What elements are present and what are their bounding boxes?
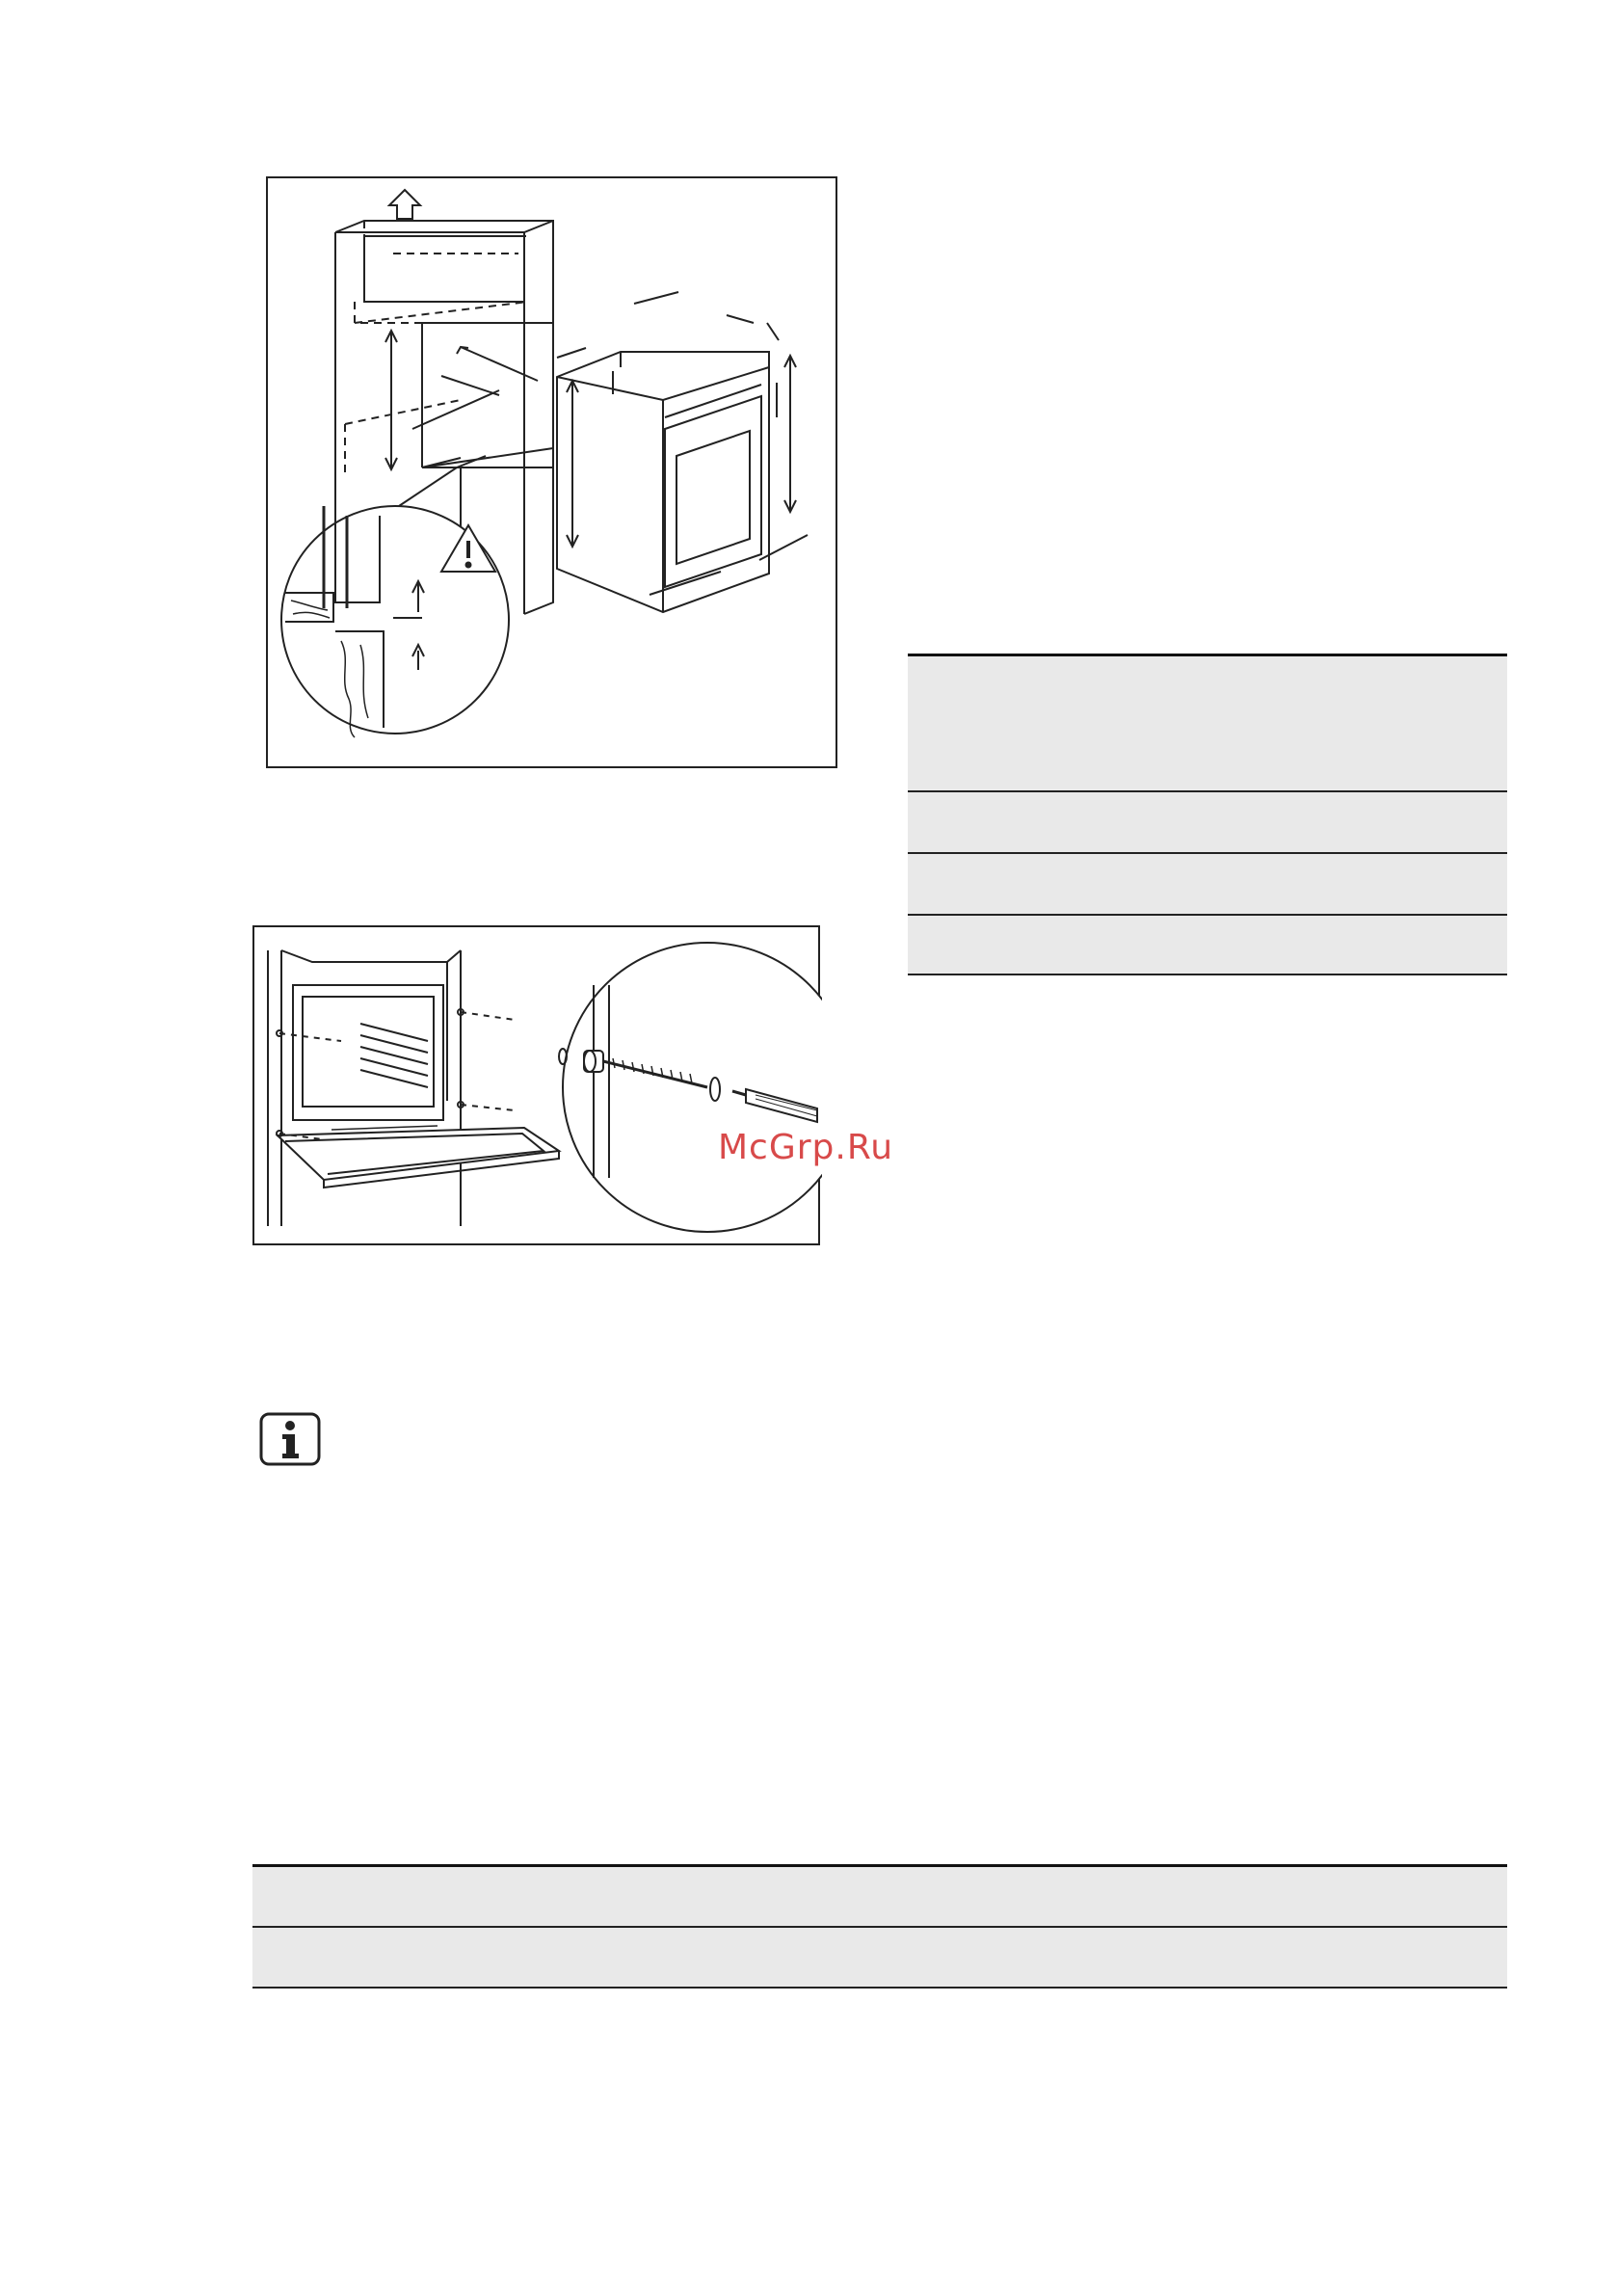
arrow-up-icon [389,190,420,219]
table-rule [908,974,1507,975]
table-header-row [252,1867,1507,1926]
watermark: McGrp.Ru [718,1128,894,1167]
table-row [908,854,1507,914]
table-row [908,792,1507,852]
table-row [908,916,1507,974]
fixing-figure [252,925,820,1245]
installation-figure [266,176,837,768]
table-rule [252,1987,1507,1989]
bottom-table [252,1864,1507,1989]
info-icon [258,1411,322,1467]
table-row [252,1928,1507,1987]
table-header-row [908,656,1507,790]
dimensions-table [908,654,1507,975]
